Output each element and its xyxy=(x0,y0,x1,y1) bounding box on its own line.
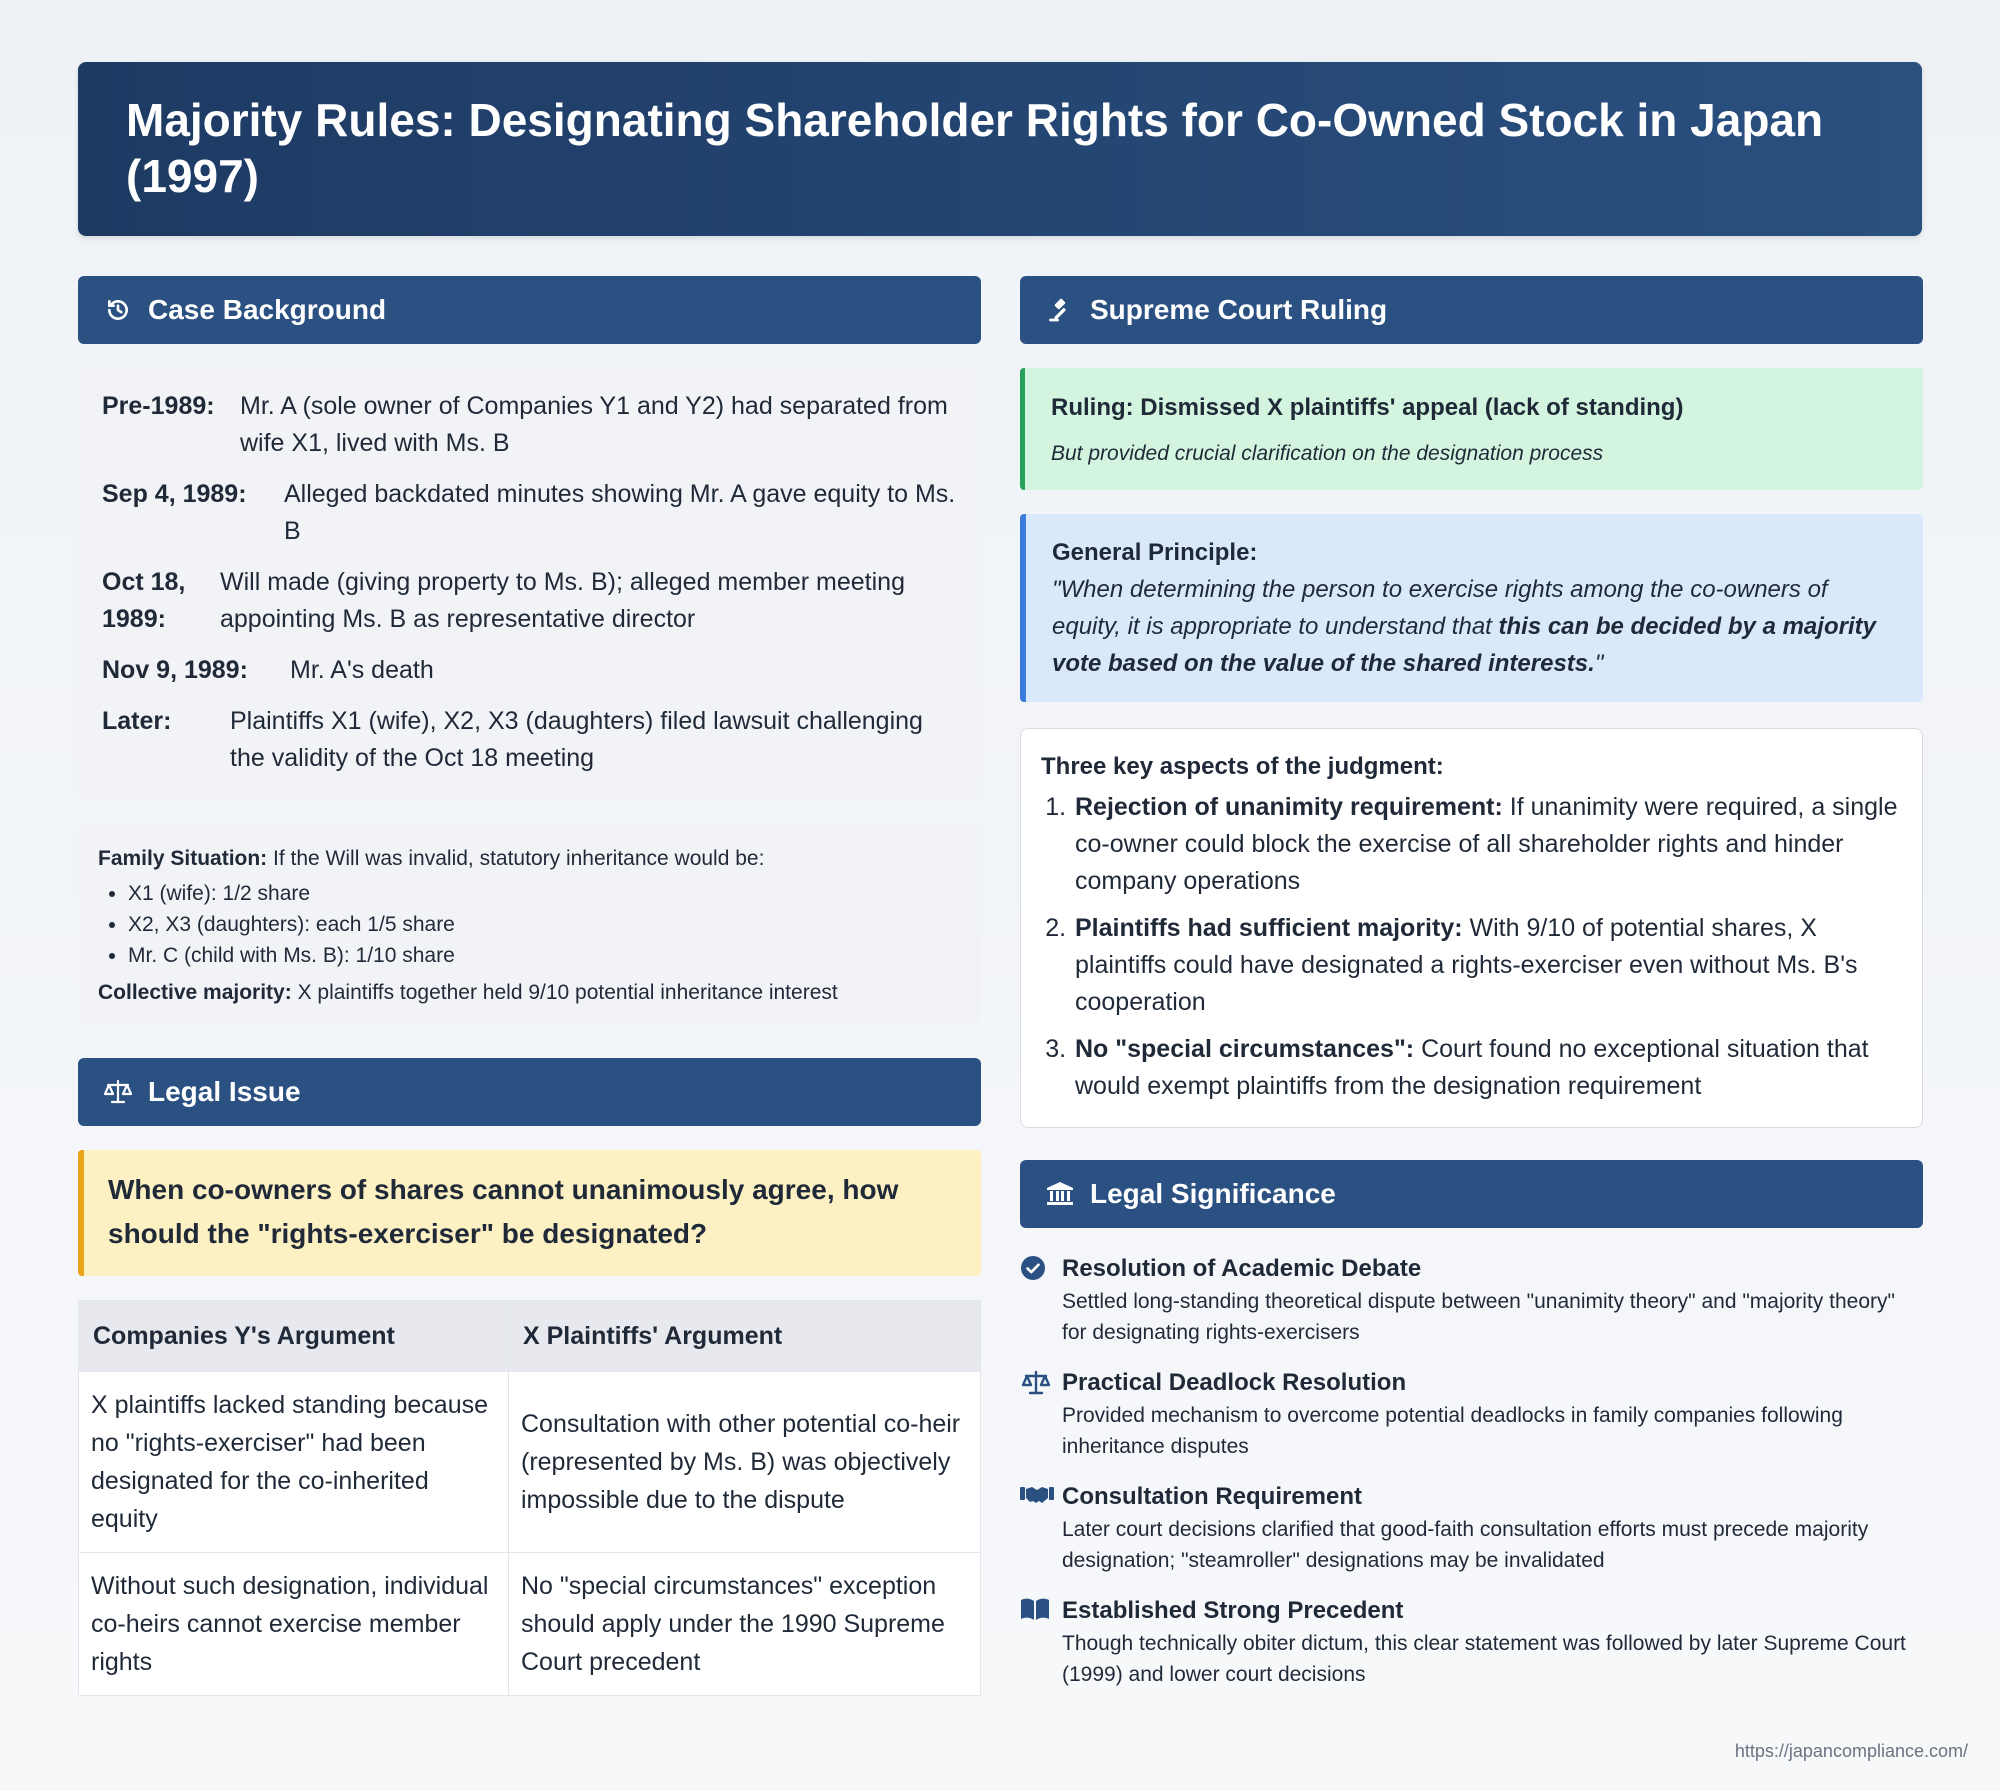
quote-emphasis: this can be decided by a majority vote based on the value of the shared interests. xyxy=(1052,613,1876,677)
aspect-item xyxy=(1073,910,1902,1021)
share-item: • X1 (wife): 1/2 share xyxy=(128,878,961,909)
balance-icon xyxy=(1020,1366,1062,1462)
aspect-text: With 9/10 of potential shares, X plaintiffs could have designated a rights-exerciser even without Ms. B's cooperation xyxy=(1075,914,1858,1016)
family-intro xyxy=(98,843,961,874)
table-row xyxy=(79,1553,981,1696)
timeline-text: Will made (giving property to Ms. B); alleged member meeting appointing Ms. B as representative director xyxy=(220,568,905,633)
significance-title: Legal Significance xyxy=(1090,1178,1336,1209)
case-background-title: Case Background xyxy=(148,294,387,325)
aspect-label: No "special circumstances": xyxy=(1075,1035,1415,1063)
key-aspects xyxy=(1020,728,1923,1128)
timeline-date: Oct 18, 1989: xyxy=(102,568,186,633)
significance-list xyxy=(1020,1252,1923,1690)
scales-icon xyxy=(102,1076,134,1108)
timeline-date: Later: xyxy=(102,707,172,735)
share-list xyxy=(128,878,961,971)
handshake-icon xyxy=(1020,1480,1062,1576)
table-row xyxy=(79,1372,981,1553)
timeline-date: Sep 4, 1989: xyxy=(102,480,247,508)
general-principle xyxy=(1020,514,1923,702)
principle-quote xyxy=(1052,571,1897,682)
right-column xyxy=(1020,276,1923,1708)
timeline-row xyxy=(102,388,957,462)
table-header-row xyxy=(79,1301,981,1372)
case-background-header xyxy=(78,276,981,344)
ruling-result xyxy=(1020,368,1923,490)
aspect-text: If unanimity were required, a single co-owner could block the exercise of all shareholder rights and hinder company operations xyxy=(1075,793,1898,895)
issue-question: When co-owners of shares cannot unanimously agree, how should the "rights-exerciser" be designated? xyxy=(78,1150,981,1276)
significance-item xyxy=(1020,1594,1923,1690)
collective-majority xyxy=(98,977,961,1008)
timeline-row xyxy=(102,476,957,550)
significance-item xyxy=(1020,1480,1923,1576)
gavel-icon xyxy=(1044,294,1076,326)
significance-item-text: Later court decisions clarified that good-faith consultation efforts must precede majority designation; "steamroller" designations may be invalidated xyxy=(1062,1518,1869,1572)
quote-part: " xyxy=(1594,650,1604,677)
timeline-row xyxy=(102,564,957,638)
significance-item-text: Settled long-standing theoretical dispute between "unanimity theory" and "majority theory" for designating rights-exercisers xyxy=(1062,1290,1895,1344)
timeline-row xyxy=(102,652,957,689)
family-situation xyxy=(78,823,981,1026)
ruling-result-subtitle: But provided crucial clarification on the designation process xyxy=(1051,442,1604,465)
family-text: If the Will was invalid, statutory inheritance would be: xyxy=(267,847,765,870)
table-cell: Consultation with other potential co-heir (represented by Ms. B) was objectively impossible due to the dispute xyxy=(509,1372,981,1553)
significance-item xyxy=(1020,1252,1923,1348)
share-item: • Mr. C (child with Ms. B): 1/10 share xyxy=(128,940,961,971)
ruling-header xyxy=(1020,276,1923,344)
timeline xyxy=(78,368,981,799)
footer-url: https://japancompliance.com/ xyxy=(1734,1741,1968,1761)
timeline-date: Nov 9, 1989: xyxy=(102,656,248,684)
aspect-label: Rejection of unanimity requirement: xyxy=(1075,793,1503,821)
quote-part: "When determining the person to exercise rights among the co-owners of equity, it is appropriate to understand that xyxy=(1052,576,1828,640)
significance-item-text: Though technically obiter dictum, this clear statement was followed by later Supreme Court (1999) and lower court decisions xyxy=(1062,1632,1906,1686)
majority-text: X plaintiffs together held 9/10 potential inheritance interest xyxy=(291,981,838,1004)
left-column xyxy=(78,276,981,1696)
significance-item-title: Established Strong Precedent xyxy=(1062,1597,1404,1624)
aspects-title: Three key aspects of the judgment: xyxy=(1041,753,1444,780)
check-circle-icon xyxy=(1020,1252,1062,1348)
aspect-text: Court found no exceptional situation that would exempt plaintiffs from the designation requirement xyxy=(1075,1035,1869,1100)
ruling-title: Supreme Court Ruling xyxy=(1090,294,1388,325)
table-cell: No "special circumstances" exception should apply under the 1990 Supreme Court precedent xyxy=(509,1553,981,1696)
significance-item xyxy=(1020,1366,1923,1462)
significance-item-text: Provided mechanism to overcome potential deadlocks in family companies following inheritance disputes xyxy=(1062,1404,1843,1458)
column-header: X Plaintiffs' Argument xyxy=(509,1301,981,1372)
timeline-text: Alleged backdated minutes showing Mr. A gave equity to Ms. B xyxy=(284,480,956,545)
aspect-item xyxy=(1073,1031,1902,1105)
arguments-table xyxy=(78,1300,981,1696)
significance-item-title: Practical Deadlock Resolution xyxy=(1062,1369,1407,1396)
legal-issue-title: Legal Issue xyxy=(148,1076,301,1107)
significance-item-title: Resolution of Academic Debate xyxy=(1062,1255,1422,1282)
page-title: Majority Rules: Designating Shareholder Rights for Co-Owned Stock in Japan (1997) xyxy=(126,94,1824,202)
family-label: Family Situation: xyxy=(98,847,268,870)
share-item: • X2, X3 (daughters): each 1/5 share xyxy=(128,909,961,940)
page-header xyxy=(78,62,1922,236)
book-icon xyxy=(1020,1594,1062,1690)
table-cell: X plaintiffs lacked standing because no "rights-exerciser" had been designated for the co-inherited equity xyxy=(79,1372,509,1553)
timeline-date: Pre-1989: xyxy=(102,392,215,420)
significance-header xyxy=(1020,1160,1923,1228)
majority-label: Collective majority: xyxy=(98,981,292,1004)
significance-item-title: Consultation Requirement xyxy=(1062,1483,1363,1510)
column-header: Companies Y's Argument xyxy=(79,1301,509,1372)
timeline-text: Plaintiffs X1 (wife), X2, X3 (daughters) filed lawsuit challenging the validity of the Oct 18 meeting xyxy=(230,707,923,772)
history-icon xyxy=(102,294,134,326)
legal-issue-header xyxy=(78,1058,981,1126)
aspects-list xyxy=(1073,789,1902,1105)
landmark-icon xyxy=(1044,1178,1076,1210)
principle-label: General Principle: xyxy=(1052,539,1258,566)
ruling-result-title: Ruling: Dismissed X plaintiffs' appeal (lack of standing) xyxy=(1051,394,1684,421)
timeline-text: Mr. A (sole owner of Companies Y1 and Y2) had separated from wife X1, lived with Ms. B xyxy=(240,392,948,457)
aspect-label: Plaintiffs had sufficient majority: xyxy=(1075,914,1463,942)
timeline-text: Mr. A's death xyxy=(290,656,434,684)
aspect-item xyxy=(1073,789,1902,900)
table-cell: Without such designation, individual co-heirs cannot exercise member rights xyxy=(79,1553,509,1696)
timeline-row xyxy=(102,703,957,777)
